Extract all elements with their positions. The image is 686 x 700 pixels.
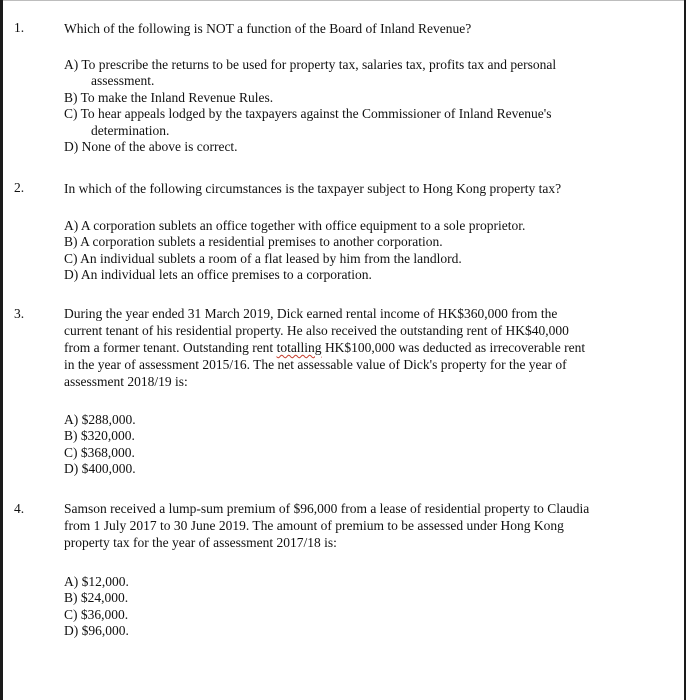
option-a: A) A corporation sublets an office together with office equipment to a sole proprietor. — [64, 218, 526, 233]
option-b: B) A corporation sublets a residential premises to another corporation. — [64, 234, 443, 250]
text-segment: from a former tenant. Outstanding rent — [64, 340, 277, 355]
option-d: D) $96,000. — [64, 623, 129, 639]
question-number: 1. — [14, 20, 25, 35]
question-text-line: Samson received a lump-sum premium of $96,000 from a lease of residential property to Claudia — [64, 501, 590, 516]
question-text-line: property tax for the year of assessment 2017/18 is: — [64, 535, 337, 550]
question-text: Which of the following is NOT a function of the Board of Inland Revenue? — [64, 21, 472, 36]
option-b: B) $24,000. — [64, 590, 129, 606]
option-continuation: assessment. — [91, 73, 155, 89]
question-text-line — [64, 339, 674, 356]
option-d: D) $400,000. — [64, 461, 136, 477]
option-text: D) None of the above is correct. — [64, 139, 238, 155]
option-continuation: determination. — [91, 122, 170, 138]
question-number: 3. — [14, 306, 25, 321]
option-d: D) An individual lets an office premises to a corporation. — [64, 267, 372, 283]
question-text-line: from 1 July 2017 to 30 June 2019. The amount of premium to be assessed under Hong Kong — [64, 518, 564, 533]
option-list — [64, 218, 664, 284]
option-a: A) $288,000. — [64, 412, 136, 427]
question-number: 2. — [14, 180, 25, 195]
option-b — [64, 90, 664, 106]
question-text-line: in the year of assessment 2015/16. The net assessable value of Dick's property for the year of — [64, 357, 567, 372]
question-text-line: During the year ended 31 March 2019, Dick earned rental income of HK$360,000 from the — [64, 306, 558, 321]
option-a — [64, 57, 664, 90]
question-number: 4. — [14, 501, 25, 516]
question-text-line: current tenant of his residential property. He also received the outstanding rent of HK$40,000 — [64, 323, 569, 338]
option-d — [64, 139, 664, 155]
question-text-line: assessment 2018/19 is: — [64, 374, 188, 389]
option-list — [64, 412, 664, 478]
option-list — [64, 574, 664, 640]
option-b: B) $320,000. — [64, 428, 135, 444]
option-text: B) To make the Inland Revenue Rules. — [64, 89, 274, 105]
question-text: In which of the following circumstances is the taxpayer subject to Hong Kong property tax? — [64, 181, 562, 196]
page-top-border — [0, 0, 686, 1]
text-segment: HK$100,000 was deducted as irrecoverable rent — [321, 340, 586, 355]
option-c: C) An individual sublets a room of a flat leased by him from the landlord. — [64, 250, 462, 266]
option-c — [64, 106, 664, 139]
option-text: C) To hear appeals lodged by the taxpayers against the Commissioner of Inland Revenue's — [64, 106, 552, 122]
option-c: C) $36,000. — [64, 606, 129, 622]
question-text — [64, 500, 674, 551]
option-list — [64, 57, 664, 155]
option-a: A) $12,000. — [64, 574, 129, 589]
option-c: C) $368,000. — [64, 444, 135, 460]
option-text: A) To prescribe the returns to be used for property tax, salaries tax, profits tax and personal — [64, 57, 557, 72]
question-text — [64, 305, 674, 390]
page-left-border — [0, 0, 3, 700]
spellcheck-flagged-word: totalling — [276, 340, 322, 355]
